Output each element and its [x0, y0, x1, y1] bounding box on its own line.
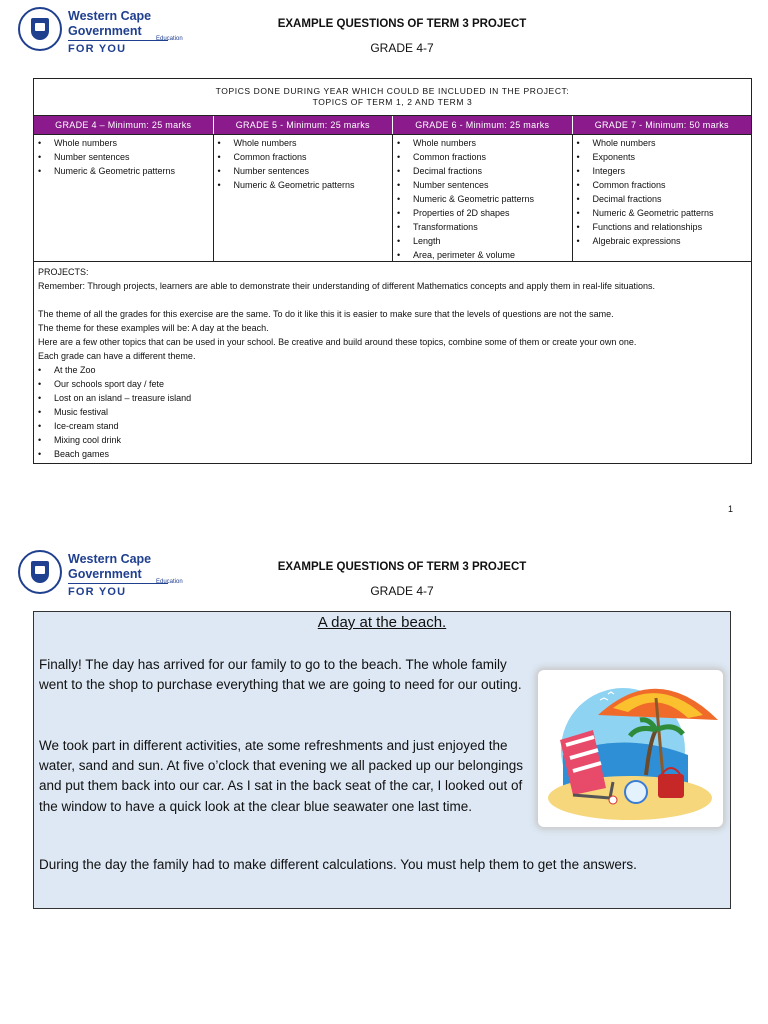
- projects-remember: Remember: Through projects, learners are able to demonstrate their understanding of different Mathematics concepts and apply them in real-life situations.: [38, 281, 655, 291]
- theme-list: [38, 363, 747, 461]
- document-subtitle: GRADE 4-7: [370, 41, 434, 55]
- topic-item: • Decimal fractions: [577, 192, 752, 206]
- topic-item: • Properties of 2D shapes: [397, 206, 572, 220]
- projects-other-topics: Here are a few other topics that can be used in your school. Be creative and build around these topics, combine some of them or create your own one.: [38, 337, 637, 347]
- grade-header: GRADE 4 – Minimum: 25 marks: [34, 116, 214, 134]
- grade-topic-list: [573, 135, 752, 261]
- topic-item: • Whole numbers: [38, 136, 213, 150]
- topic-item: • Whole numbers: [397, 136, 572, 150]
- theme-item: • Mixing cool drink: [38, 433, 747, 447]
- topic-item: • Whole numbers: [218, 136, 393, 150]
- document-title: EXAMPLE QUESTIONS OF TERM 3 PROJECT: [277, 18, 527, 30]
- grade-topic-list: [34, 135, 214, 261]
- theme-item: • Lost on an island – treasure island: [38, 391, 747, 405]
- story-box: [33, 611, 731, 909]
- topic-item: • Length: [397, 234, 572, 248]
- topic-item: • Numeric & Geometric patterns: [38, 164, 213, 178]
- grade-header: GRADE 5 - Minimum: 25 marks: [214, 116, 394, 134]
- topic-item: • Number sentences: [397, 178, 572, 192]
- beach-illustration: [538, 670, 723, 827]
- topic-item: • Numeric & Geometric patterns: [577, 206, 752, 220]
- topic-item: • Integers: [577, 164, 752, 178]
- topic-item: • Whole numbers: [577, 136, 752, 150]
- grade-header: GRADE 7 - Minimum: 50 marks: [594, 120, 729, 130]
- story-title: A day at the beach.: [317, 614, 447, 631]
- story-paragraph: During the day the family had to make different calculations. You must help them to get the answers.: [39, 857, 637, 872]
- page-number: 1: [728, 504, 734, 514]
- logo-tagline: FOR YOU: [68, 43, 127, 55]
- grade-header-row: [34, 116, 751, 135]
- grade-topic-list: [214, 135, 394, 261]
- projects-label: PROJECTS:: [38, 267, 89, 277]
- grade-header: GRADE 6 - Minimum: 25 marks: [393, 116, 573, 134]
- topic-item: • Exponents: [577, 150, 752, 164]
- grade-topic-list: [393, 135, 573, 261]
- topic-item: • Decimal fractions: [397, 164, 572, 178]
- theme-item: • Beach games: [38, 447, 747, 461]
- logo-text: Western Cape: [68, 552, 152, 566]
- logo-text: Western Cape: [68, 9, 152, 23]
- logo-department: Education: [156, 579, 183, 585]
- topic-item: • Number sentences: [38, 150, 213, 164]
- projects-theme-note: The theme of all the grades for this exercise are the same. To do it like this it is easier to make sure that the levels of questions are not the same.: [38, 309, 614, 319]
- beach-scene-icon: [538, 670, 723, 827]
- page-header: [0, 6, 768, 66]
- topic-item: • Numeric & Geometric patterns: [397, 192, 572, 206]
- logo-department: Education: [156, 36, 183, 42]
- topic-item: • Common fractions: [218, 150, 393, 164]
- projects-section: [34, 262, 751, 463]
- grade-topics-row: [34, 135, 751, 262]
- theme-item: • Music festival: [38, 405, 747, 419]
- topic-item: • Numeric & Geometric patterns: [218, 178, 393, 192]
- logo-text: Government: [68, 24, 142, 38]
- topics-heading: TOPICS DONE DURING YEAR WHICH COULD BE INCLUDED IN THE PROJECT: TOPICS OF TERM 1, 2 AND TERM 3: [34, 79, 751, 116]
- logo-tagline: FOR YOU: [68, 586, 127, 598]
- topic-item: • Common fractions: [397, 150, 572, 164]
- page-header: [0, 549, 768, 609]
- document-title: EXAMPLE QUESTIONS OF TERM 3 PROJECT: [277, 561, 527, 573]
- topic-item: • Number sentences: [218, 164, 393, 178]
- story-paragraph: We took part in different activities, ate some refreshments and just enjoyed the water, sand and sun. At five o’clock that evening we all packed up our belongings and put them back into our car. As I sat in the back seat of the car, I looked out of the window to have a quick look at the clear blue seawater one last time.: [39, 738, 524, 814]
- topic-item: • Algebraic expressions: [577, 234, 752, 248]
- topics-table: [33, 78, 752, 464]
- projects-each-grade: Each grade can have a different theme.: [38, 351, 196, 361]
- theme-item: • At the Zoo: [38, 363, 747, 377]
- topic-item: • Common fractions: [577, 178, 752, 192]
- projects-theme-note: The theme for these examples will be: A day at the beach.: [38, 323, 269, 333]
- topic-item: • Transformations: [397, 220, 572, 234]
- topic-item: • Functions and relationships: [577, 220, 752, 234]
- document-subtitle: GRADE 4-7: [370, 584, 434, 598]
- theme-item: • Our schools sport day / fete: [38, 377, 747, 391]
- logo-text: Government: [68, 567, 142, 581]
- topic-item: • Area, perimeter & volume: [397, 248, 572, 262]
- story-paragraph: Finally! The day has arrived for our family to go to the beach. The whole family went to the shop to purchase everything that we are going to need for our outing.: [39, 657, 522, 693]
- theme-item: • Ice-cream stand: [38, 419, 747, 433]
